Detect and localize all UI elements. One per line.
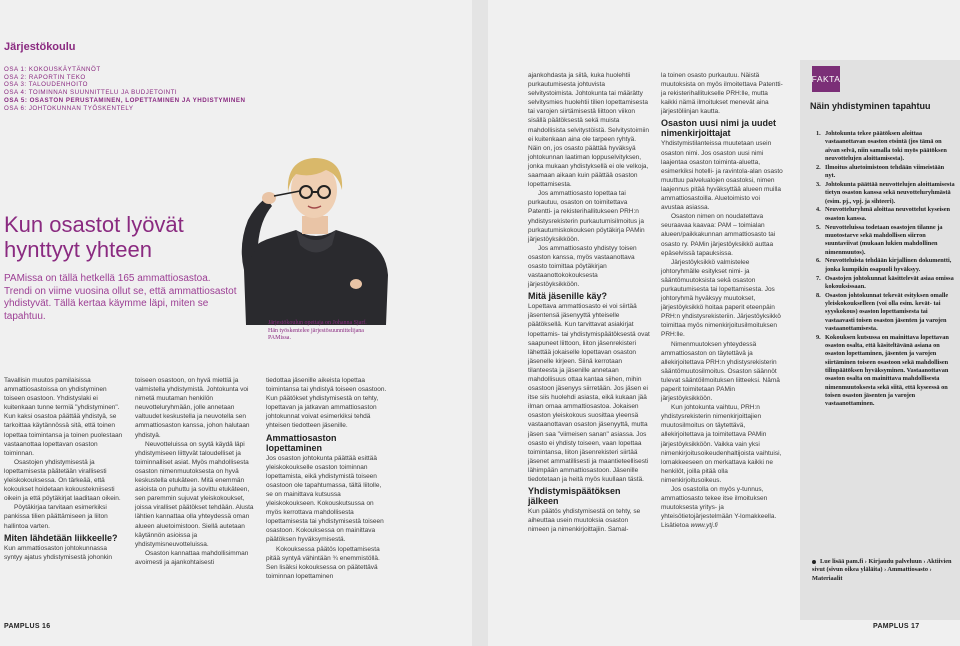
fakta-step: 2. Ilmoitus aluetoimistoon tehdään viimeistään nyt. xyxy=(816,163,945,180)
body-paragraph: tiedottaa jäsenille aikeista lopettaa toimintansa tai yhdistyä toiseen osastoon. Kun päätökset yhdistymisestä on tehty, lopettavan ja jatkavan ammattiosaston johtokunnat voivat esimerkiksi tehdä yhteisen tiedotteen jäsenille. xyxy=(266,377,387,430)
series-item: OSA 1: KOKOUSKÄYTÄNNÖT xyxy=(4,66,101,73)
body-paragraph: Lopettava ammattiosasto ei voi siirtää jäsentensä jäsenyyttä yhteiselle päätöksellä. Kun tarvittavat asiakirjat lopettamis- tai yhdistymispäätöksestä ovat saapuneet liittoon, liiton jäsenrekisteri lähettää jokaiselle lopettavan osaston jäsenelle kirjeen. Siinä kerrotaan tilanteesta ja jäsenille annetaan mahdollisuus ottaa kantaa siihen, mihin osastoon jäsenyys siirretään. Jos jäsen ei itse siis huolehdi asiasta, eikä kukaan jää ilman omaa ammattiosastoa. Jokaisen osaston yleiskokous suosittaa yleensä vastaanottavan osaston jäsenyyttä, mutta jäsen saa "viimeisen sanan" asiassa. Jos osasto ei yhdisty toiseen, vaan lopettaa toimintansa, liiton jäsenrekisteri siirtää jäsenet ammatillisesti ja maantieteellisesti lähimpään ammattiosastoon. Jäsenille tiedotetaan ja heitä myös kuullaan tästä. xyxy=(528,303,650,484)
fakta-step: 9. Kokouksen kutsussa on mainittava lopettavan osaston osalta, että käsiteltävänä asiana on osaston lopettaminen, jäsenten ja varojen siirtäminen toiseen osastoon sekä mahdollisen tilinpäätöksen hyväksyminen. Vastaanottavan osaston osalta on mainittava mahdollisesta nimenmuutoksesta sekä siitä, että kyseessä on toisen osaston jäsenten ja varojen vastaanottaminen. xyxy=(816,333,949,408)
page-number-right: PAMPLUS 17 xyxy=(873,623,920,630)
fakta-step: 6. Neuvotteluista tehdään kirjallinen dokumentti, jonka kumpikin osapuoli hyväksyy. xyxy=(816,257,952,273)
series-item: OSA 4: TOIMINNAN SUUNNITTELU JA BUDJETOINTI xyxy=(4,89,178,97)
body-paragraph: Pöytäkirjaa tarvitaan esimerkiksi pankissa tilien päättämiseen ja liiton hallintoa varten. xyxy=(4,504,108,530)
photo-caption: Järjestökoulun opettaja on Johanna Sjarf. Hän työskentelee järjestösuunnittelijana PAMissa. xyxy=(268,320,367,341)
subheading: Yhdistymispäätöksen jälkeen xyxy=(528,486,621,507)
ytj-link[interactable]: www.ytj.fi xyxy=(690,522,718,530)
body-paragraph: Kokouksessa päätös lopettamisesta pitää syntyä vähintään ¾ enemmistöllä. Sen lisäksi kokouksessa on päätettävä toiminnan lopettaminen xyxy=(266,545,380,580)
body-paragraph: Järjestöyksikkö valmistelee johtoryhmälle esitykset nimi- ja sääntömuutoksista sekä osaston purkautumisesta tai lopettamisesta. Jos johtoryhmä hyväksyy muutokset, järjestöyksikkö hoitaa paperit eteenpäin PRH:n yhdistysrekisteriin. Järjestöyksikkö toimittaa myös nimenkirjoitusilmoituksen PRH:lle. xyxy=(661,258,781,339)
body-paragraph: Tavallisin muutos pamilaisissa ammattiosastoissa on yhdistyminen toiseen osastoon. Yhdistyslaki ei kuitenkaan tunne termiä "yhdistyminen". Kun kaksi osastoa päättää yhdistyä, se tarkoittaa käytännössä sitä, että toinen lopettaa toimintansa ja toinen puolestaan vastaanottaa lopettavan osaston toiminnan. xyxy=(4,377,123,457)
fakta-step: 7. Osastojen johtokunnat käsittelevät asiaa omissa kokouksissaan. xyxy=(816,274,954,290)
fakta-step: 4. Neuvotteluryhmä aloittaa neuvottelut kyseisen osaston kanssa. xyxy=(816,206,951,222)
fakta-title: Näin yhdistyminen tapahtuu xyxy=(810,101,931,111)
fakta-tag: FAKTA xyxy=(812,66,840,92)
subheading: Osaston uusi nimi ja uudet nimenkirjoittajat xyxy=(661,118,777,139)
fakta-step: 3. Johtokunta päättää neuvottelujen aloittamisesta tietyn osaston kanssa sekä neuvotteluryhmästä (esim. pj., vpj. ja sihteeri). xyxy=(816,180,955,205)
fakta-note: Lue lisää pam.fi › Kirjaudu palveluun › Aktiivien sivut (sivun oikea yläläita) › Ammattiosasto › Materiaalit xyxy=(812,558,952,582)
gutter xyxy=(472,0,488,646)
body-paragraph: Jos osaston johtokunta päättää esittää yleiskokoukselle osaston toiminnan lopettamista, eikä yhdistymistä toiseen osastoon ole tapahtumassa, tältä liitolle, se on mainittava kutsussa yleiskokoukseen. Kokouskutsussa on myös kerrottava mahdollisesta lopettamisesta tai yhdistymisestä toiseen osastoon. Kokouksessa on mainittava päätöksen hyväksymisestä. xyxy=(266,454,384,544)
body-paragraph: la toinen osasto purkautuu. Näistä muutoksista on myös ilmoitettava Patentti- ja rekisterihallitukselle PRH:lle, mutta kaikki nämä ilmoitukset menevät aina järjestöliinjan kautta. xyxy=(661,72,783,116)
fakta-step: 8. Osaston johtokunnat tekevät esityksen omalle yleiskokoukselleen (voi olla esim. kevät- tai syyskokous) osaston lopettamisesta tai vastaavasti toisen osaston jäsenten ja varojen vastaanottamisesta. xyxy=(816,291,949,332)
series-item: OSA 6: JOHTOKUNNAN TYÖSKENTELY xyxy=(4,104,134,112)
page-number-left: PAMPLUS 16 xyxy=(4,623,51,630)
fakta-box xyxy=(800,60,960,620)
series-item-current: OSA 5: OSASTON PERUSTAMINEN, LOPETTAMINEN JA YHDISTYMINEN xyxy=(4,96,246,104)
body-paragraph: Osastojen yhdistymisestä ja lopettamisesta päätetään virallisesti yleiskokouksessa. On tärkeää, että kokoukset hoidetaan kokoustekniisesti oikein ja että pöytäkirjat laaditaan oikein. xyxy=(4,458,121,503)
left-page xyxy=(0,0,472,646)
series-item: OSA 3: TALOUDENHOITO xyxy=(4,81,88,89)
body-paragraph: Neuvotteluissa on syytä käydä läpi yhdistymiseen liittyvät taloudelliset ja toiminnalliset asiat. Myös mahdollisesta osaston nimenmuutoksesta on hyvä keskustella etukäteen. Mitä enemmän asioista on puhuttu ja sovittu etukäteen, sen paremmin sujuvat yleiskokoukset, joissa viralliset päätökset tehdään. Alusta lähtien kannattaa olla yhteydessä oman alueen aluetoimistoon. Siellä autetaan käytännön asioissa ja yhdistymisneuvotteluissa. xyxy=(135,440,254,548)
teacher-photo xyxy=(236,150,396,325)
series-item: OSA 2: RAPORTIN TEKO xyxy=(4,73,86,81)
body-paragraph: Kun johtokunta vaihtuu, PRH:n yhdistysrekisterin nimenkirjoittajien muutosilmoitus on täytettävä, allekirjoitettava ja toimitettava PAMin järjestöyksikköön. Vaikka vain yksi nimenkirjoitusoikeudenhaltijoista vaihtuisi, lomakkeeseen on merkattava kaikki ne henkilöt, joilla pitää olla nimenkirjoitusoikeus. xyxy=(661,404,782,484)
body-paragraph: Osaston nimen on noudatettava seuraavaa kaavaa: PAM – toimialan alueen/paikkakunnan ammattiosasto tai osasto ry. PAMin järjestöyksikkö auttaa epäselvissä tapauksissa. xyxy=(661,213,776,257)
body-column-5 xyxy=(661,71,783,531)
series-list xyxy=(4,66,245,112)
body-paragraph: Osaston kannattaa mahdollisimman avoimesti ja ajankohtaisesti xyxy=(135,549,249,566)
fakta-step: 5. Neuvotteluissa todetaan osastojen tilanne ja muotostarve sekä mahdollisen siirron suuntaviivat (mukaan lukien mahdollinen nimenmuutos). xyxy=(816,223,943,256)
fakta-steps xyxy=(812,130,956,409)
body-text: Jos osastolla on myös y-tunnus, ammattiosasto tekee itse ilmoituksen muutoksesta yritys- ja yhteisötietojärjestelmään Y-lomakkeella. Lisätietoa xyxy=(661,486,777,530)
body-paragraph: Kun ammattiosaston johtokunnassa syntyy ajatus yhdistymisestä johonkin xyxy=(4,544,113,561)
headline: Kun osastot lyövät hynttyyt yhteen xyxy=(4,212,184,262)
subheading: Ammattiosaston lopettaminen xyxy=(266,432,337,453)
body-paragraph: Jos ammattiosasto lopettaa tai purkautuu, osaston on toimitettava Patentti- ja rekisterihallitukseen PRH:n yhdistysrekisterin purkautumisilmoitus ja purkautumiskokouksen pöytäkirja PAMin järjestöyksikköön. xyxy=(528,190,645,243)
subheading: Miten lähdetään liikkeelle? xyxy=(4,532,118,543)
fakta-step: 1. Johtokunta tekee päätöksen aloittaa vastaanottavan osaston etsintä (jos tämä on aivan selvä, niin samalla toki myös päätöksen neuvottelujen aloittamisesta). xyxy=(816,130,947,162)
body-paragraph: Jos ammattiosasto yhdistyy toisen osaston kanssa, myös vastaanottava osasto toimittaa pöytäkirjan vastaanottokokouksesta järjestöyksikköön. xyxy=(528,244,637,289)
body-paragraph: Kun päätös yhdistymisestä on tehty, se aiheuttaa usein muutoksia osaston nimeen ja nimenkirjoittajiin. Samal- xyxy=(528,508,641,534)
body-column-2 xyxy=(135,376,255,567)
body-paragraph xyxy=(661,485,783,530)
body-column-4 xyxy=(528,71,650,534)
lead-paragraph: PAMissa on tällä hetkellä 165 ammattiosastoa. Trendi on viime vuosina ollut se, että ammattiosastot yhdistyvät. Tällä kertaa käymme läpi, miten se tapahtuu. xyxy=(4,273,237,322)
body-paragraph: toiseen osastoon, on hyvä miettiä ja valmistella yhdistymistä. Johtokunta voi nimetä muutaman henkilön neuvotteluryhmään, jolle annetaan valtuudet keskustella ja neuvotella sen ammattiosaston kanssa, johon halutaan yhdistyä. xyxy=(135,377,250,439)
body-column-3 xyxy=(266,376,388,581)
subheading: Mitä jäsenille käy? xyxy=(528,291,608,302)
body-paragraph: Yhdistymistilanteissa muutetaan usein osaston nimi. Jos osaston uusi nimi laajentaa osaston toiminta-aluetta, esimerkiksi hotelli- ja ravintola-alan osasto muuttuu palvelualojen osastoksi, nimen laajennus pitää hyväksyttää alueen muilla ammattiosastoilla. Aluetoimisto voi avustaa asiassa. xyxy=(661,140,783,212)
bullet-icon xyxy=(812,560,816,564)
section-title: Järjestökoulu xyxy=(4,41,76,53)
body-column-1 xyxy=(4,376,124,562)
body-paragraph: Nimenmuutoksen yhteydessä ammattiosaston on täytettävä ja allekirjoitettava PRH:n yhdistysrekisterin sääntömuutosilmoitus. Osaston säännöt tulevat sääntöilmoituksen liitteeksi. Nämä paperit toimitetaan PAMin järjestöyksikköön. xyxy=(661,340,780,403)
body-paragraph: ajankohdasta ja siitä, kuka huolehtii purkautumisesta johtuvista selvitystoimista. Johtokunta tai määrätty selvitysmies huolehtii tilien lopettamisesta tai varojen siirtämisestä liittoon viikon sisällä päätöksestä sekä muista mahdollisista selvitystöistä. Selvitystoimiin ei kuitenkaan aina ole tarpeen ryhtyä. Näin on, jos osasto päättää hyväksyä johtokunnan laatiman loppuselvityksen, jonka mukaan yhdistyksellä ei ole velkoja, saamaan aikaan kuin päättää osaston lopettamisesta. xyxy=(528,72,650,189)
